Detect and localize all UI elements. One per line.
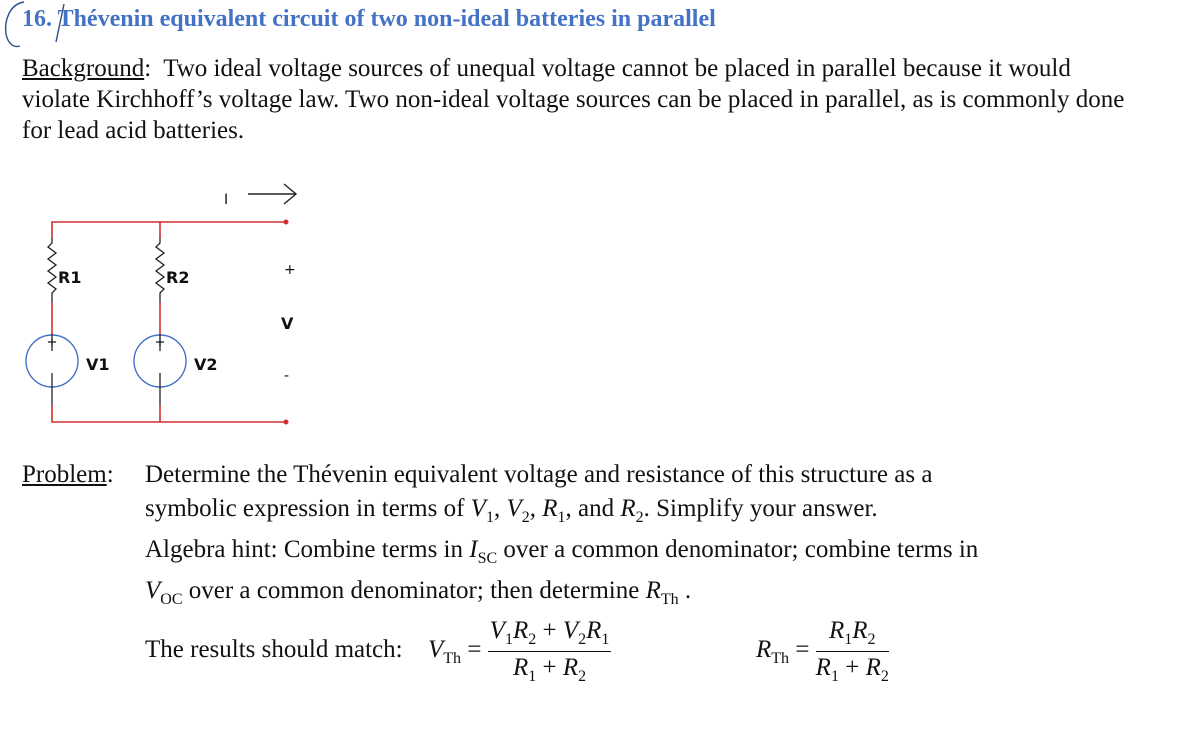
rth-formula: $R_{Th}$ = $\frac{R_1R_2}{R_1 + R_2}$ [756, 617, 889, 685]
top-wire [52, 222, 286, 238]
rth-fraction: $\frac{R_1R_2}{R_1 + R_2}$ [815, 617, 889, 685]
problem-line-2: symbolic expression in terms of $V_1$, $V_2$, $R_1$, and $R_2$. Simplify your answer. [145, 495, 878, 526]
vth-fraction: $\frac{V_1R_2 + V_2R_1}{R_1 + R_2}$ [489, 617, 610, 685]
v2-label: V2 [194, 355, 218, 374]
v1-label: V1 [86, 355, 110, 374]
background-paragraph: Background: Two ideal voltage sources of unequal voltage cannot be placed in parallel because it would violate Kirchhoff’s voltage law. Two non-ideal voltage sources can be placed in parallel, as is commonly done for lead acid batteries. [22, 55, 1125, 144]
hint-line-2: $V_{OC}$ over a common denominator; then determine $R_{Th}$ . [145, 577, 692, 608]
resistor-r2 [156, 238, 164, 302]
problem-line-1: Determine the Thévenin equivalent voltage and resistance of this structure as a [145, 461, 933, 488]
result-label: The results should match: [145, 636, 403, 663]
bottom-terminal [284, 420, 289, 425]
resistor-r1 [48, 238, 56, 302]
background-label: Background [22, 55, 145, 82]
problem-label: Problem [22, 461, 107, 488]
minus-sign: - [284, 368, 290, 384]
top-terminal [284, 220, 289, 225]
current-label: I [224, 192, 229, 208]
source-v1 [26, 334, 78, 405]
background-text: Two ideal voltage sources of unequal voltage cannot be placed in parallel because it would violate Kirchhoff’s voltage law. Two non-ideal voltage sources can be placed in parallel, as is commonly done for lead acid batteries. [22, 55, 1125, 144]
source-v2 [134, 334, 186, 405]
r2-label: R2 [166, 268, 190, 287]
problem-label-wrap: Problem: [22, 461, 114, 488]
r1-label: R1 [58, 268, 82, 287]
current-arrow-icon [248, 184, 296, 204]
voltage-label: V [281, 314, 294, 333]
page-title: 16. Thévenin equivalent circuit of two non-ideal batteries in parallel [22, 6, 716, 32]
circuit-diagram [0, 175, 340, 440]
plus-sign: + [284, 262, 296, 278]
vth-formula: $V_{Th}$ = $\frac{V_1R_2 + V_2R_1}{R_1 + R_2}$ [428, 617, 610, 685]
hint-line-1: Algebra hint: Combine terms in $I_{SC}$ over a common denominator; combine terms in [145, 536, 979, 567]
bottom-wire [52, 405, 286, 422]
